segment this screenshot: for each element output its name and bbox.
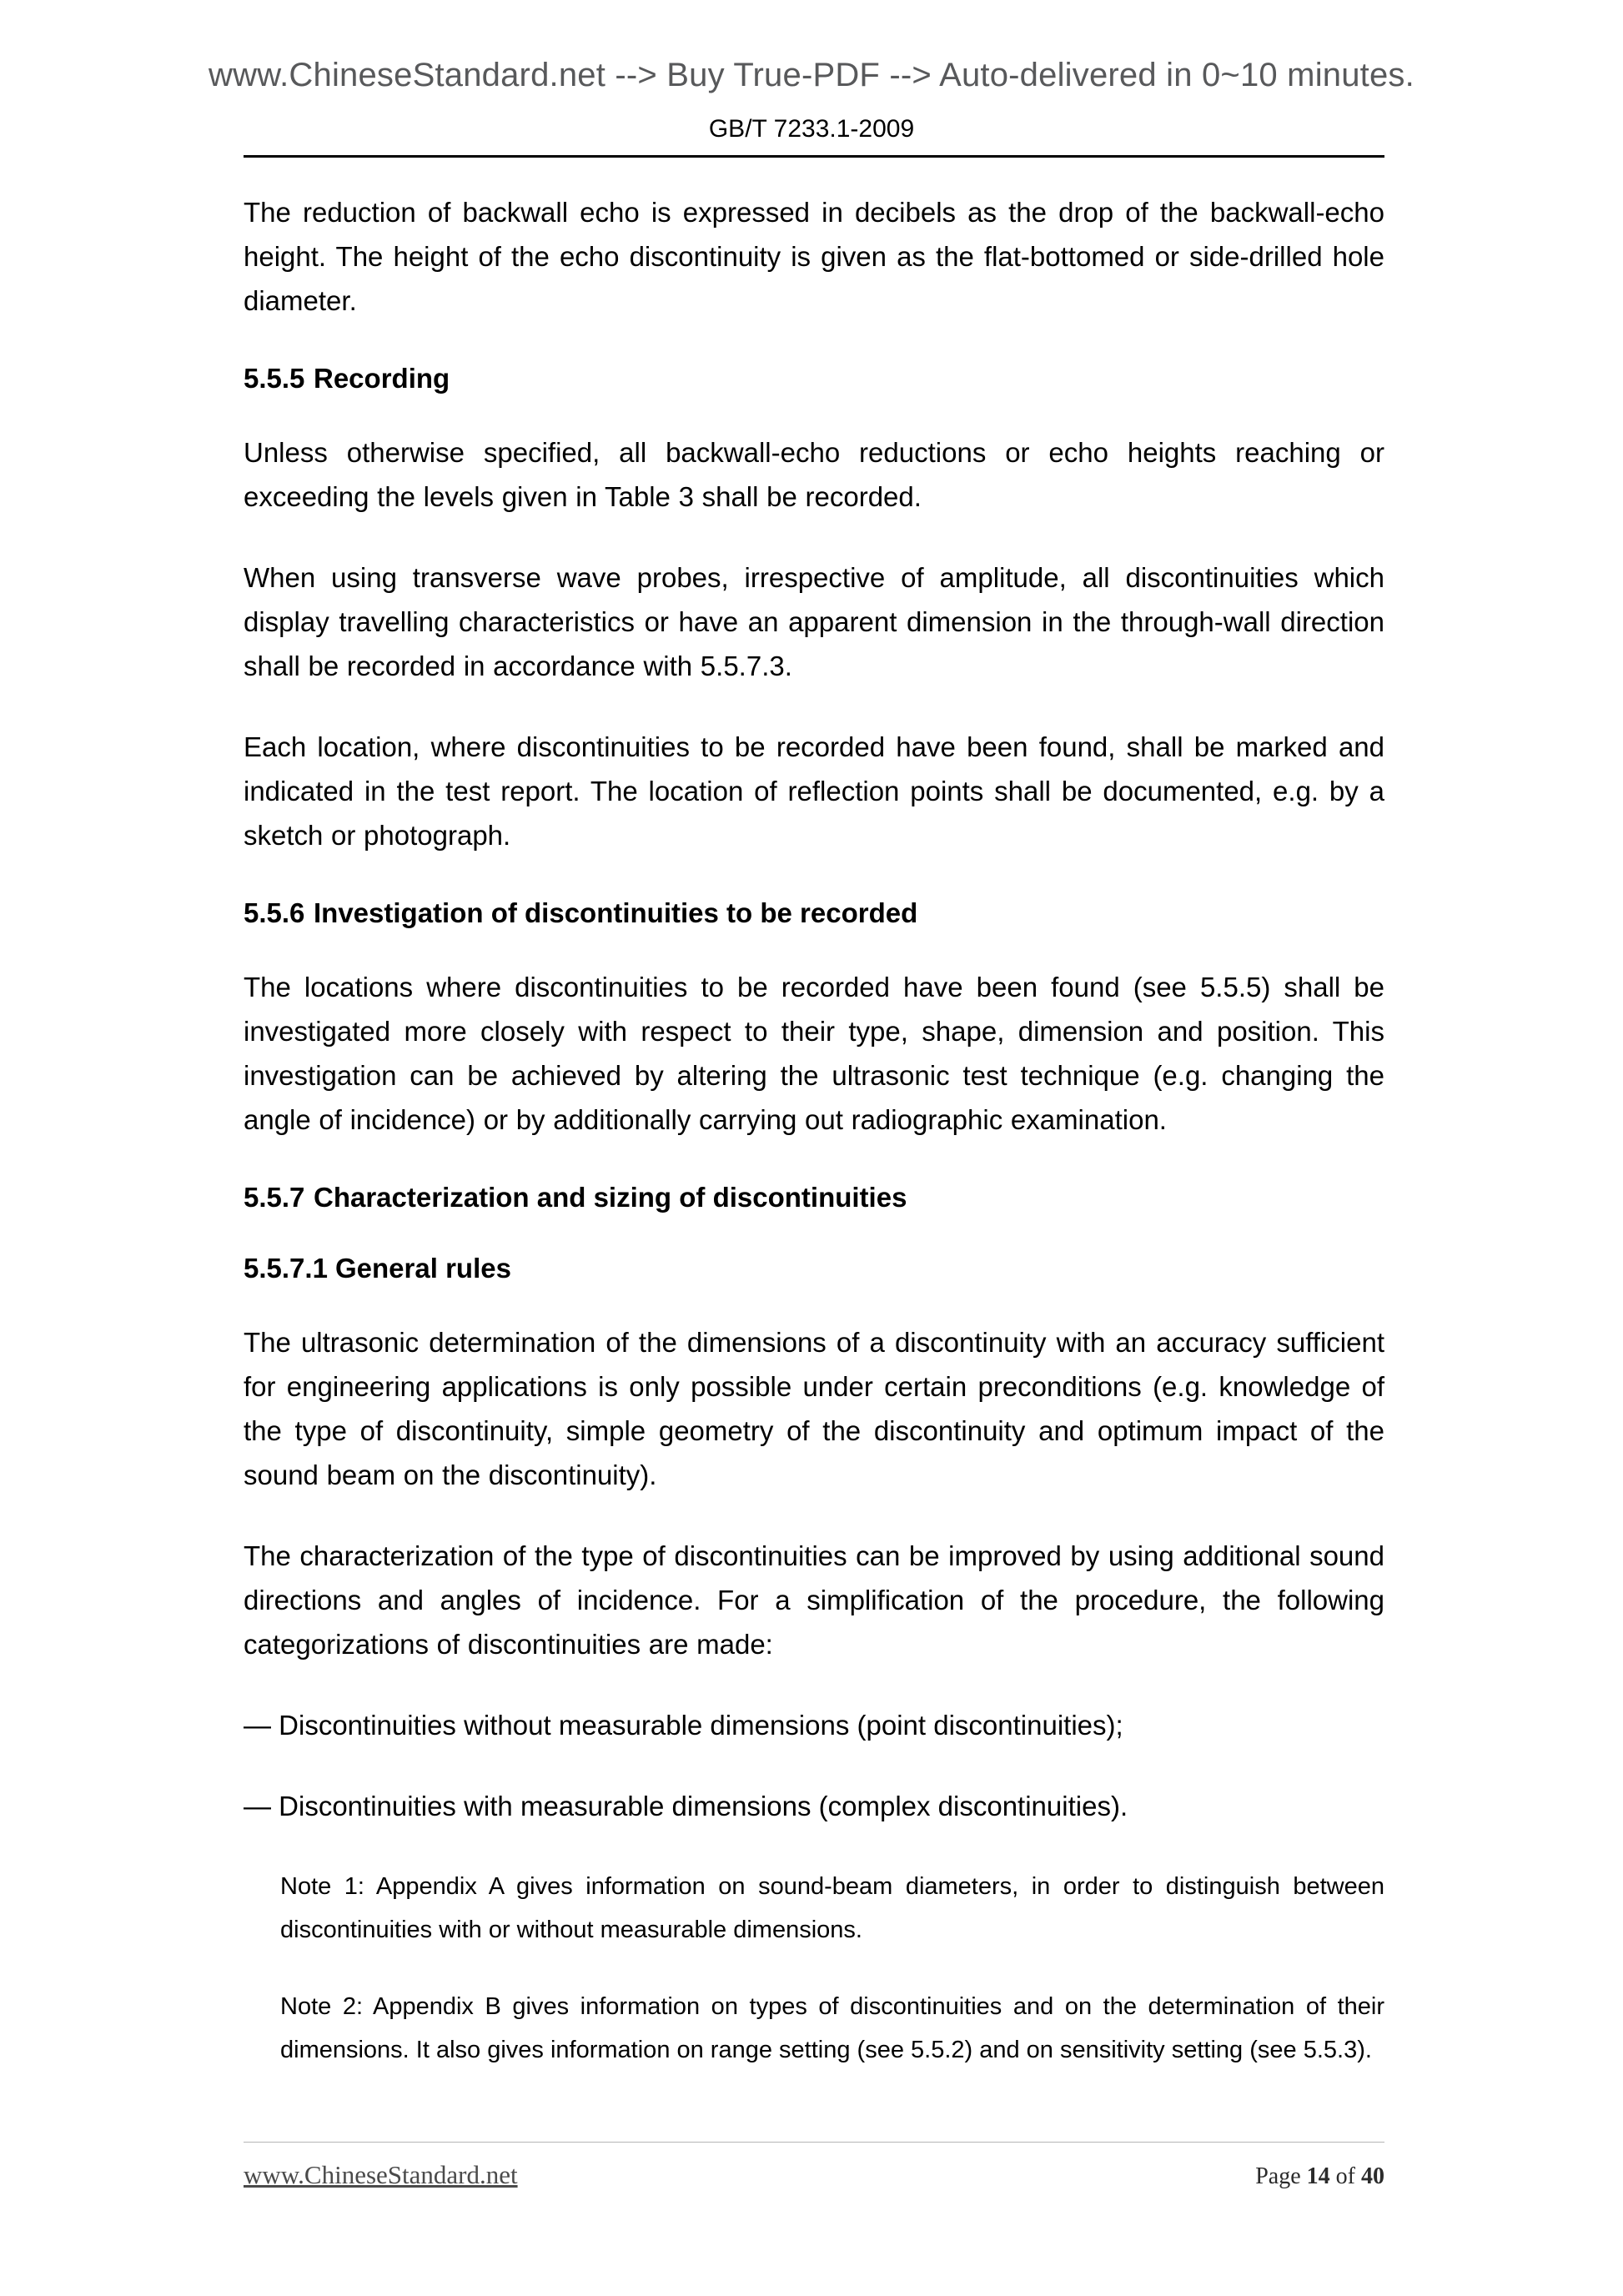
page-indicator bbox=[1255, 2163, 1384, 2190]
list-item: — Discontinuities without measurable dimensions (point discontinuities); bbox=[244, 1710, 1123, 1741]
page-prefix: Page bbox=[1255, 2163, 1307, 2189]
heading-5-5-6-title: Investigation of discontinuities to be recorded bbox=[314, 897, 918, 928]
heading-5-5-6 bbox=[244, 894, 1384, 932]
page-middle: of bbox=[1329, 2163, 1361, 2189]
paragraph-transverse-probes: When using transverse wave probes, irrespective of amplitude, all discontinuities which display travelling characteristics or have an apparent dimension in the through-wall direction shall be recorded in accordance with 5.5.7.3. bbox=[244, 562, 1384, 681]
heading-5-5-7-1-title: General rules bbox=[335, 1253, 511, 1284]
heading-5-5-7-number: 5.5.7 bbox=[244, 1182, 305, 1213]
heading-5-5-7-1 bbox=[244, 1249, 1384, 1287]
paragraph-each-location: Each location, where discontinuities to be recorded have been found, shall be marked and indicated in the test report. The location of reflection points shall be documented, e.g. by a sketch or photograph. bbox=[244, 731, 1384, 851]
page-total: 40 bbox=[1361, 2163, 1384, 2189]
list-item: — Discontinuities with measurable dimensions (complex discontinuities). bbox=[244, 1791, 1128, 1821]
discontinuity-category-list bbox=[244, 1703, 1384, 1828]
paragraph-backwall-echo: The reduction of backwall echo is expressed in decibels as the drop of the backwall-echo height. The height of the echo discontinuity is given as the flat-bottomed or side-drilled hole diameter. bbox=[244, 197, 1384, 316]
note-2: Note 2: Appendix B gives information on types of discontinuities and on the determination of their dimensions. It also gives information on range setting (see 5.5.2) and on sensitivity setting (see 5.5.3). bbox=[280, 1993, 1384, 2063]
heading-5-5-6-number: 5.5.6 bbox=[244, 897, 305, 928]
heading-5-5-7-title: Characterization and sizing of discontinuities bbox=[314, 1182, 907, 1213]
page-number: 14 bbox=[1306, 2163, 1330, 2189]
paragraph-ultrasonic-determination: The ultrasonic determination of the dimensions of a discontinuity with an accuracy sufficient for engineering applications is only possible under certain preconditions (e.g. knowledge of the type of discontinuity, simple geometry of the discontinuity and optimum impact of the sound beam on the discontinuity). bbox=[244, 1327, 1384, 1490]
footer-url-link[interactable]: www.ChineseStandard.net bbox=[244, 2160, 518, 2189]
paragraph-characterization-improved: The characterization of the type of discontinuities can be improved by using additional sound directions and angles of incidence. For a simplification of the procedure, the following categorizations of discontinuities are made: bbox=[244, 1540, 1384, 1660]
paragraph-locations-investigated: The locations where discontinuities to be recorded have been found (see 5.5.5) shall be investigated more closely with respect to their type, shape, dimension and position. This investigation can be achieved by altering the ultrasonic test technique (e.g. changing the angle of incidence) or by additionally carrying out radiographic examination. bbox=[244, 972, 1384, 1135]
page-footer bbox=[244, 2160, 1384, 2190]
header-divider bbox=[244, 155, 1384, 158]
paragraph-unless-specified: Unless otherwise specified, all backwall-echo reductions or echo heights reaching or exceeding the levels given in Table 3 shall be recorded. bbox=[244, 437, 1384, 512]
heading-5-5-5-number: 5.5.5 bbox=[244, 363, 305, 394]
standard-number: GB/T 7233.1-2009 bbox=[708, 115, 915, 143]
footer-divider bbox=[244, 2142, 1384, 2143]
heading-5-5-5-title: Recording bbox=[314, 363, 450, 394]
watermark-banner: www.ChineseStandard.net --> Buy True-PDF --> Auto-delivered in 0~10 minutes. bbox=[209, 57, 1414, 93]
note-1: Note 1: Appendix A gives information on sound-beam diameters, in order to distinguish between discontinuities with or without measurable dimensions. bbox=[280, 1873, 1384, 1943]
heading-5-5-7-1-number: 5.5.7.1 bbox=[244, 1253, 328, 1284]
document-body bbox=[244, 190, 1384, 2105]
heading-5-5-7 bbox=[244, 1178, 1384, 1216]
heading-5-5-5 bbox=[244, 359, 1384, 397]
